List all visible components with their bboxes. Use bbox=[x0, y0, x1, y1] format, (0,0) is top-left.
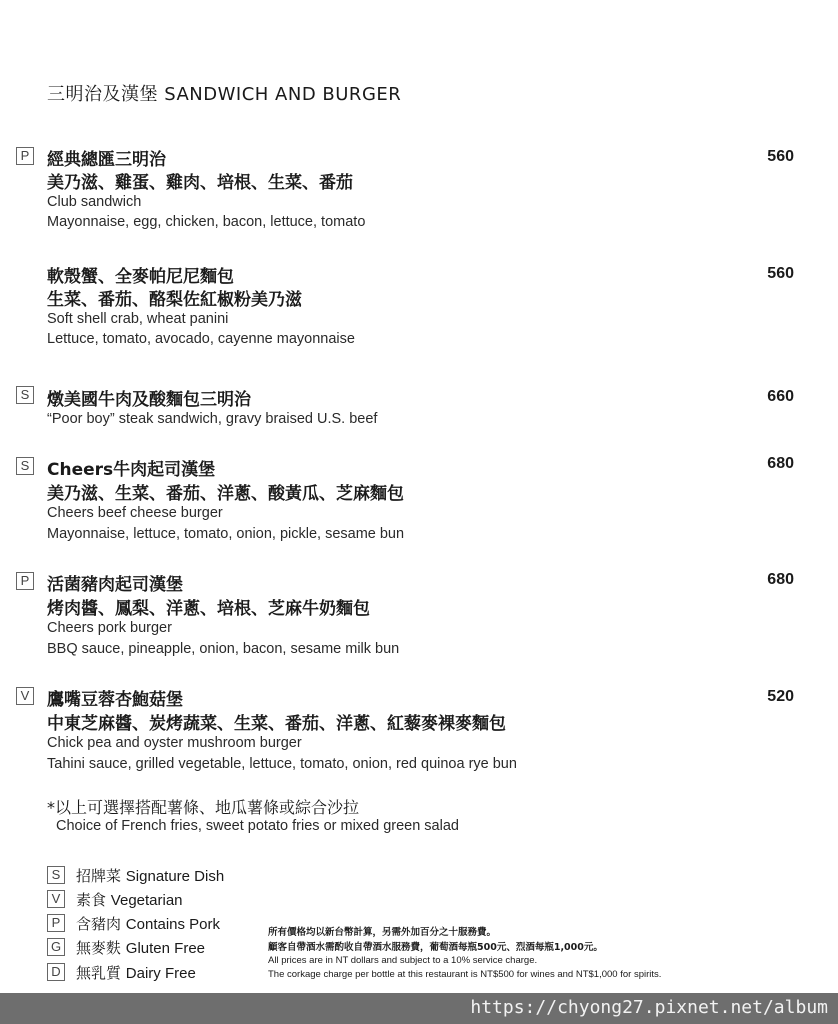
dairy-free-badge: D bbox=[47, 963, 65, 981]
legend-label-zh: 招牌菜 bbox=[76, 867, 122, 885]
legend-label-en: Contains Pork bbox=[125, 916, 221, 933]
item-name-zh: 鷹嘴豆蓉杏鮑菇堡 bbox=[47, 690, 183, 710]
signature-badge: S bbox=[16, 457, 34, 475]
item-name-zh: 經典總匯三明治 bbox=[47, 150, 166, 170]
vegetarian-badge: V bbox=[16, 687, 34, 705]
fine-print-service-en: All prices are in NT dollars and subject to a 10% service charge. bbox=[268, 955, 538, 966]
item-name-zh: 燉美國牛肉及酸麵包三明治 bbox=[47, 390, 251, 410]
side-note-zh: *以上可選擇搭配薯條、地瓜薯條或綜合沙拉 bbox=[47, 798, 360, 817]
item-ingredients-en: Lettuce, tomato, avocado, cayenne mayonnaise bbox=[47, 331, 355, 347]
item-name-en: “Poor boy” steak sandwich, gravy braised U.S. beef bbox=[47, 411, 378, 427]
pork-badge: P bbox=[16, 572, 34, 590]
item-name-en: Soft shell crab, wheat panini bbox=[47, 311, 229, 327]
watermark-bar bbox=[0, 993, 838, 1024]
item-price: 660 bbox=[767, 388, 794, 405]
pork-badge: P bbox=[16, 147, 34, 165]
item-ingredients-en: Mayonnaise, lettuce, tomato, onion, pickle, sesame bun bbox=[47, 526, 405, 542]
legend-label-en: Vegetarian bbox=[110, 892, 183, 909]
item-ingredients-en: BBQ sauce, pineapple, onion, bacon, sesame milk bun bbox=[47, 641, 400, 657]
section-title: 三明治及漢堡 SANDWICH AND BURGER bbox=[47, 84, 402, 105]
item-ingredients-en: Mayonnaise, egg, chicken, bacon, lettuce, tomato bbox=[47, 214, 366, 230]
item-ingredients-zh: 中東芝麻醬、炭烤蔬菜、生菜、番茄、洋蔥、紅藜麥裸麥麵包 bbox=[47, 714, 506, 734]
legend-label-en: Dairy Free bbox=[125, 965, 196, 982]
item-price: 680 bbox=[767, 455, 794, 472]
vegetarian-badge: V bbox=[47, 890, 65, 908]
item-name-en: Club sandwich bbox=[47, 194, 142, 210]
legend-label-en: Gluten Free bbox=[125, 940, 206, 957]
item-name-zh: 活菌豬肉起司漢堡 bbox=[47, 575, 183, 595]
item-ingredients-zh: 烤肉醬、鳳梨、洋蔥、培根、芝麻牛奶麵包 bbox=[47, 599, 370, 619]
side-note-en: Choice of French fries, sweet potato fries or mixed green salad bbox=[56, 818, 459, 834]
item-price: 680 bbox=[767, 571, 794, 588]
item-ingredients-zh: 美乃滋、雞蛋、雞肉、培根、生菜、番茄 bbox=[47, 173, 353, 193]
item-name-zh: 軟殼蟹、全麥帕尼尼麵包 bbox=[47, 267, 234, 287]
watermark-url: https://chyong27.pixnet.net/album bbox=[470, 997, 828, 1018]
item-ingredients-zh: 生菜、番茄、酪梨佐紅椒粉美乃滋 bbox=[47, 290, 302, 310]
item-ingredients-zh: 美乃滋、生菜、番茄、洋蔥、酸黃瓜、芝麻麵包 bbox=[47, 484, 404, 504]
fine-print-service-zh: 所有價格均以新台幣計算，另需外加百分之十服務費。 bbox=[268, 927, 497, 938]
item-ingredients-en: Tahini sauce, grilled vegetable, lettuce, tomato, onion, red quinoa rye bun bbox=[47, 756, 517, 772]
item-name-en: Cheers pork burger bbox=[47, 620, 172, 636]
item-name-en: Cheers beef cheese burger bbox=[47, 505, 223, 521]
signature-badge: S bbox=[16, 386, 34, 404]
legend-label-en: Signature Dish bbox=[125, 868, 225, 885]
legend-label-zh: 含豬肉 bbox=[76, 915, 122, 933]
pork-badge: P bbox=[47, 914, 65, 932]
legend-label-zh: 無乳質 bbox=[76, 964, 122, 982]
legend-label-zh: 素食 bbox=[76, 891, 107, 909]
fine-print-corkage-zh: 顧客自帶酒水需酌收自帶酒水服務費，葡萄酒每瓶500元、烈酒每瓶1,000元。 bbox=[268, 942, 603, 953]
item-price: 560 bbox=[767, 148, 794, 165]
item-name-zh: Cheers牛肉起司漢堡 bbox=[47, 460, 216, 480]
fine-print-corkage-en: The corkage charge per bottle at this restaurant is NT$500 for wines and NT$1,000 for spirits. bbox=[268, 969, 662, 980]
signature-badge: S bbox=[47, 866, 65, 884]
legend-label-zh: 無麥麩 bbox=[76, 939, 122, 957]
gluten-free-badge: G bbox=[47, 938, 65, 956]
item-name-en: Chick pea and oyster mushroom burger bbox=[47, 735, 302, 751]
item-price: 520 bbox=[767, 688, 794, 705]
item-price: 560 bbox=[767, 265, 794, 282]
